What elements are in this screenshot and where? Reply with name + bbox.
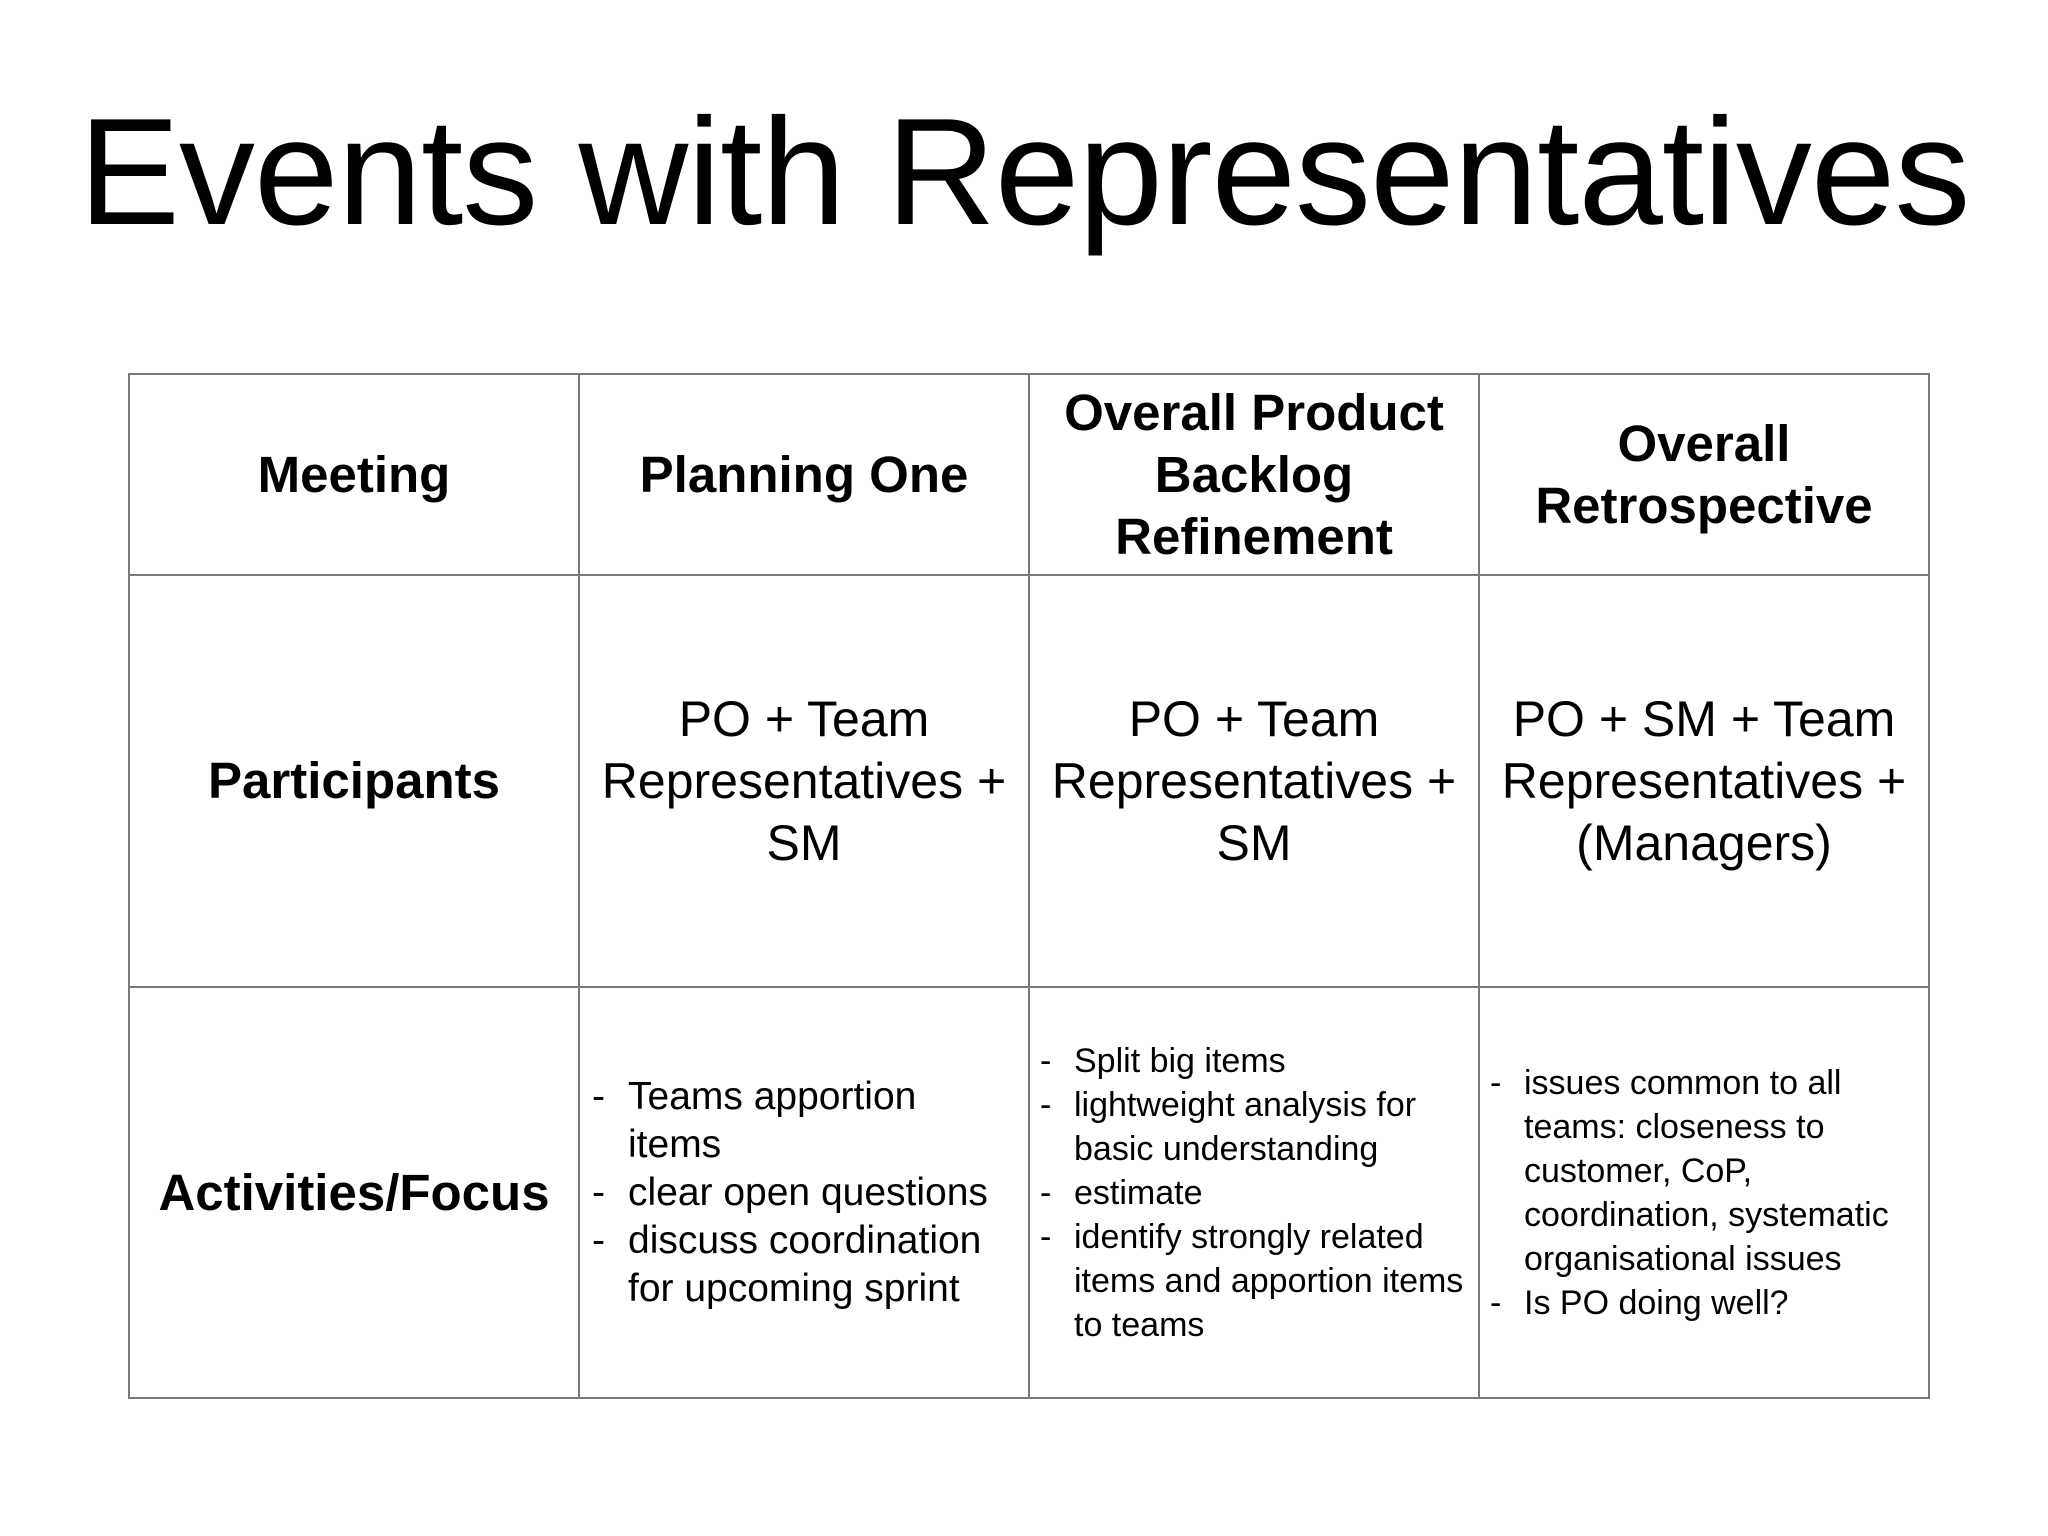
header-cell-meeting: Meeting: [129, 374, 579, 575]
activity-item: - Is PO doing well?: [1480, 1281, 1920, 1325]
participants-cell-planning-one: [579, 575, 1029, 987]
activity-item: - identify strongly related items and apportion items to teams: [1030, 1215, 1470, 1347]
participants-row: [129, 575, 1929, 987]
header-row: [129, 374, 1929, 575]
participants-line: Representatives +: [1051, 753, 1457, 809]
events-table: [128, 373, 1930, 1399]
slide-title: Events with Representatives: [78, 87, 1970, 257]
activities-row: [129, 987, 1929, 1398]
activity-item: - discuss coordination for upcoming sprint: [580, 1217, 1018, 1313]
activity-item: - Split big items: [1030, 1039, 1470, 1083]
row-label-participants: Participants: [129, 575, 579, 987]
activities-list: [1030, 1039, 1478, 1347]
activities-list: [580, 1073, 1028, 1313]
activity-item: - Teams apportion items: [580, 1073, 1018, 1169]
activities-cell-backlog-refinement: [1029, 987, 1479, 1398]
participants-line: SM: [766, 815, 842, 871]
participants-line: PO + Team: [678, 691, 930, 747]
header-cell-planning-one: Planning One: [579, 374, 1029, 575]
participants-line: PO + SM + Team: [1512, 691, 1896, 747]
activities-list: [1480, 1061, 1928, 1325]
participants-line: PO + Team: [1128, 691, 1380, 747]
header-cell-overall-retrospective: Overall Retrospective: [1479, 374, 1929, 575]
activity-item: - issues common to all teams: closeness to customer, CoP, coordination, systematic organisational issues: [1480, 1061, 1920, 1281]
header-cell-backlog-refinement: Overall Product Backlog Refinement: [1029, 374, 1479, 575]
activities-cell-overall-retrospective: [1479, 987, 1929, 1398]
participants-cell-overall-retrospective: [1479, 575, 1929, 987]
events-table-container: [128, 373, 1930, 1397]
activity-item: - lightweight analysis for basic understanding: [1030, 1083, 1470, 1171]
participants-line: Representatives +: [1501, 753, 1907, 809]
participants-line: SM: [1216, 815, 1292, 871]
activities-cell-planning-one: [579, 987, 1029, 1398]
participants-line: Representatives +: [601, 753, 1007, 809]
activity-item: - clear open questions: [580, 1169, 1018, 1217]
row-label-activities: Activities/Focus: [129, 987, 579, 1398]
participants-cell-backlog-refinement: [1029, 575, 1479, 987]
activity-item: - estimate: [1030, 1171, 1470, 1215]
participants-line: (Managers): [1576, 815, 1832, 871]
